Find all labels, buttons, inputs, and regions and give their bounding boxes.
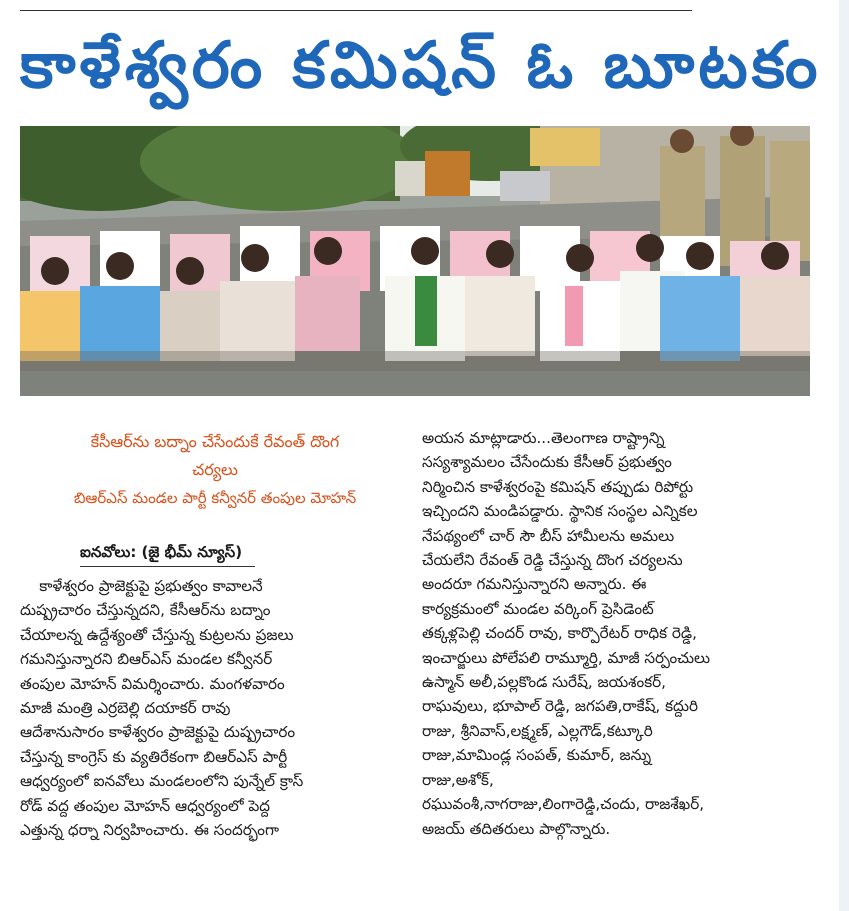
body-line: ఎత్తున్న ధర్నా నిర్వహించారు. ఈ సందర్భంగా [20, 821, 279, 840]
subheadline-byline: బిఆర్ఎస్ మండల పార్టీ కన్వీనర్ తంపుల మోహన్ [73, 489, 357, 507]
body-line: గమనిస్తున్నారని బిఆర్ఎస్ మండల కన్వీనర్ [20, 650, 273, 669]
body-line: చేస్తున్న కాంగ్రెస్ కు వ్యతిరేకంగా బిఆర్ఎస్ పార్టీ [20, 747, 288, 766]
body-line: చేయాలన్న ఉద్దేశ్యంతో చేస్తున్న కుట్రలను ప్రజలు [20, 625, 294, 644]
body-line: రాఘవులు, భూపాల్ రెడ్డి, జగపతి,రాకేష్, కద్దురి [422, 697, 699, 716]
headline: కాళేశ్వరం కమిషన్ ఓ బూటకం [20, 29, 822, 103]
body-line: నేపథ్యంలో చార్ సౌ బీస్ హామీలను అమలు [422, 526, 675, 545]
body-line: సస్యశ్యామలం చేసేందుకు కేసీఆర్ ప్రభుత్వం [422, 453, 672, 472]
body-column-right [422, 426, 810, 841]
body-line: అందరూ గమనిస్తున్నారని అన్నారు. ఈ [422, 575, 647, 594]
subheadline-line-2: చర్యలు [192, 460, 238, 479]
body-line: ఆధ్వర్యంలో ఐనవోలు మండలంలోని పున్నేల్ క్రాస్ [20, 772, 304, 791]
body-line: రఘువంశీ,నాగరాజు,లింగారెడ్డి,చందు, రాజశేఖర్, [422, 795, 705, 814]
subheadline [20, 428, 410, 484]
body-line: రాజు, శ్రీనివాస్,లక్ష్మణ్, ఎల్లగౌడ్,కట్కూరి [422, 721, 653, 740]
subheadline-line-1: కేసీఆర్‌ను బద్నాం చేసేందుకే రేవంత్ దొంగ [90, 432, 340, 451]
body-line: ఇచ్చిందని మండిపడ్డారు. స్థానిక సంస్థల ఎన్నికల [422, 502, 698, 521]
body-line: తంపుల మోహన్ విమర్శించారు. మంగళవారం [20, 674, 285, 693]
dateline: ఐనవోలు: (జై భీమ్ న్యూస్) [80, 543, 243, 561]
body-line: ఇంచార్జులు పోలేపలి రామ్మూర్తి, మాజీ సర్పంచులు [422, 648, 711, 667]
body-line: చేయలేని రేవంత్ రెడ్డి చేస్తున్న దొంగ చర్యలను [422, 551, 683, 570]
body-line: కాళేశ్వరం ప్రాజెక్టుపై ప్రభుత్వం కావాలనే [20, 577, 263, 595]
body-line: ఉస్మాన్ అలీ,పల్లకొండ సురేష్, జయశంకర్, [422, 673, 666, 692]
body-line: తక్కళ్లపెల్లి చందర్ రావు, కార్పొరేటర్ రాధిక రెడ్డి, [422, 624, 697, 643]
body-line: ఆదేశానుసారం కాళేశ్వరం ప్రాజెక్టుపై దుష్ప్రచారం [20, 723, 296, 742]
top-rule [20, 10, 692, 11]
dharna-photo-illustration [20, 126, 810, 396]
body-line: రాజు,అశోక్, [422, 770, 494, 789]
body-line: రాజు,మామిండ్ల సంపత్, కుమార్, జన్ను [422, 746, 652, 765]
news-photo [20, 126, 810, 396]
body-line: అయన మాట్లాడారు...తెలంగాణ రాష్ట్రాన్ని [422, 429, 665, 447]
body-line: కార్యక్రమంలో మండల వర్కింగ్ ప్రెసిడెంట్ [422, 599, 654, 618]
body-line: నిర్మించిన కాళేశ్వరంపై కమిషన్ తప్పుడు రిపోర్టు [422, 477, 694, 496]
body-line: దుష్ప్రచారం చేస్తున్నదని, కేసీఆర్‌ను బద్నాం [20, 601, 271, 620]
body-line: అజయ్ తదితరులు పాల్గొన్నారు. [422, 819, 611, 838]
page-edge [839, 0, 849, 911]
body-column-left [20, 574, 410, 842]
dateline-underline [80, 566, 255, 567]
body-line: మాజీ మంత్రి ఎర్రబెల్లి దయాకర్ రావు [20, 699, 231, 718]
body-line: రోడ్ వద్ద తంపుల మోహన్ ఆధ్వర్యంలో పెద్ద [20, 796, 270, 815]
